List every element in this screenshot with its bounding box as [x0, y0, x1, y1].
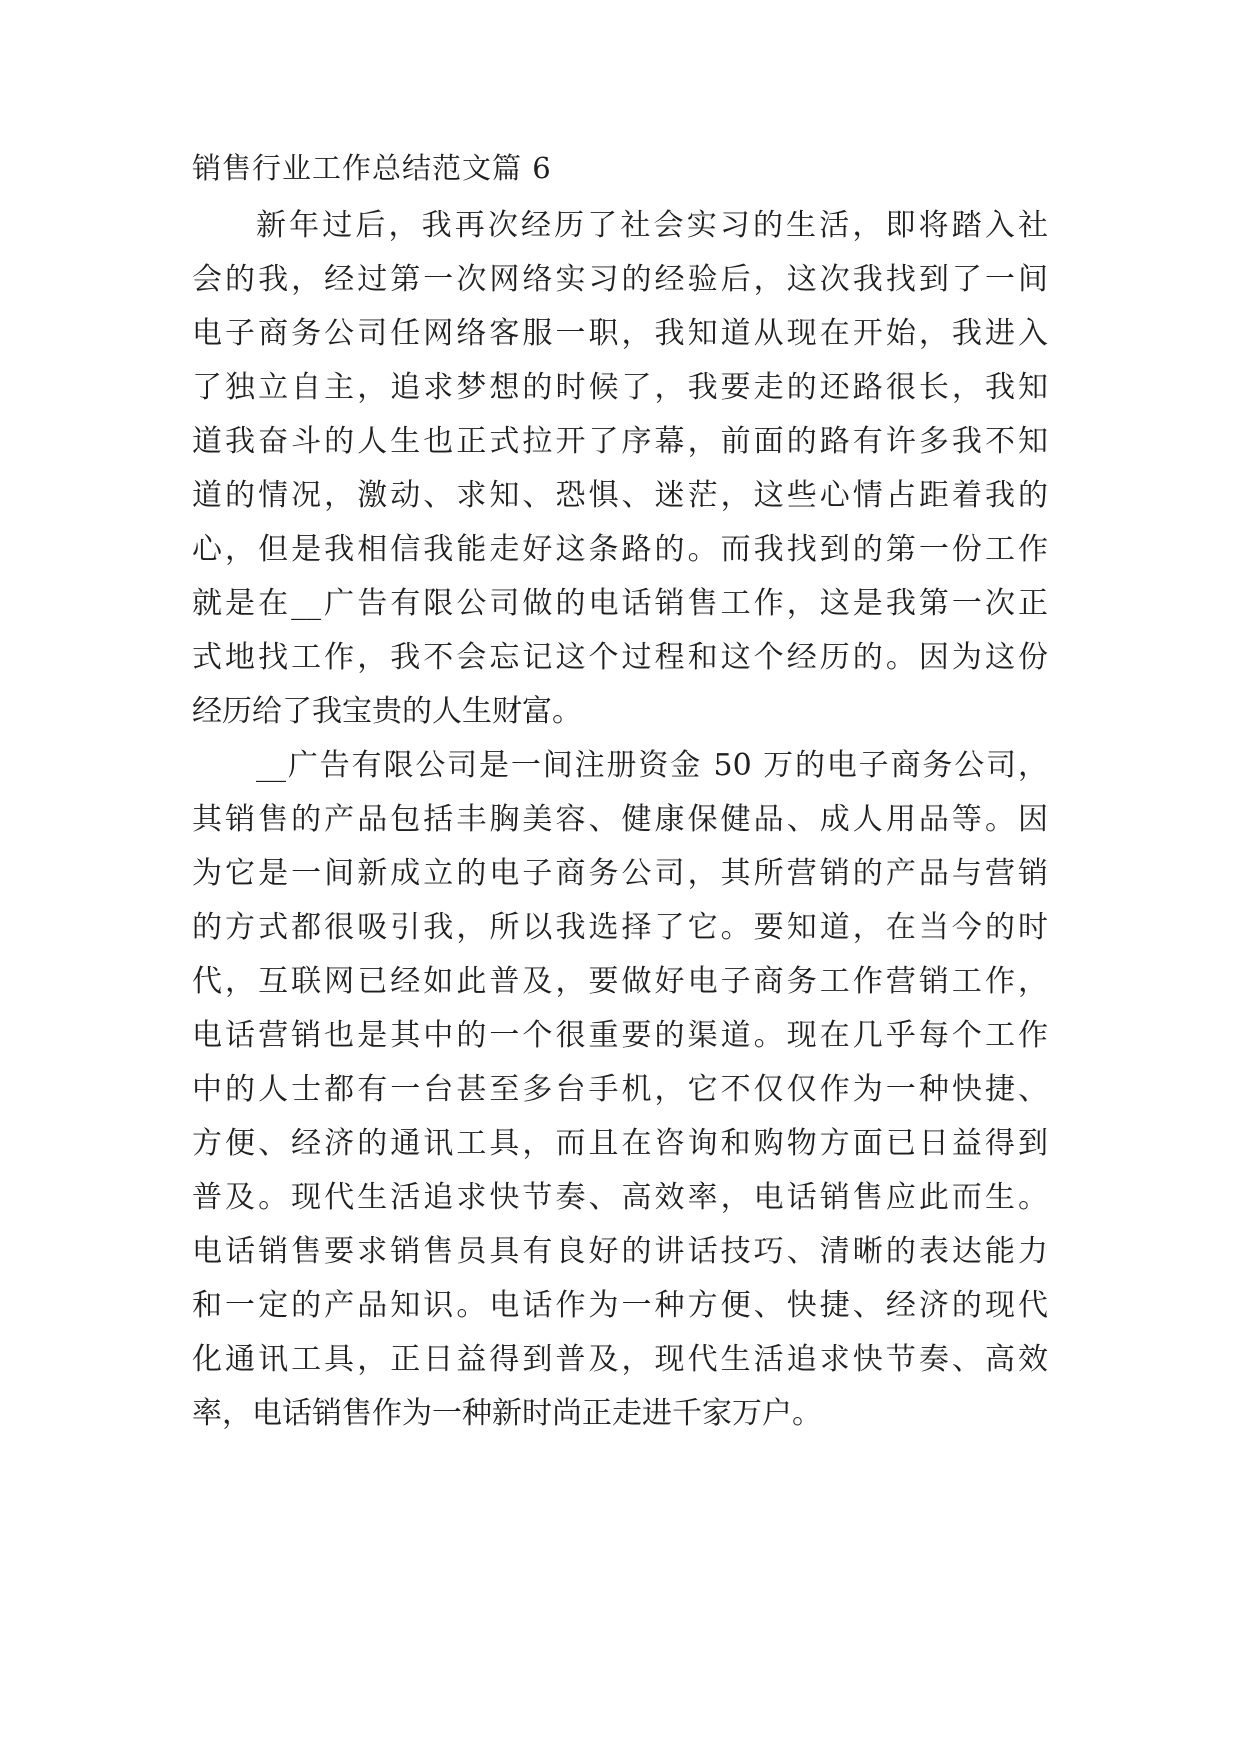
- paragraph-1-line-4: 了独立自主，追求梦想的时候了，我要走的还路很长，我知: [192, 370, 1048, 405]
- paragraph-1-line-5: 道我奋斗的人生也正式拉开了序幕，前面的路有许多我不知: [192, 424, 1048, 459]
- paragraph-2-line-4: 的方式都很吸引我，所以我选择了它。要知道，在当今的时: [192, 910, 1048, 945]
- paragraph-1-line-3: 电子商务公司任网络客服一职，我知道从现在开始，我进入: [192, 316, 1048, 351]
- paragraph-2-line-12: 化通讯工具，正日益得到普及，现代生活追求快节奏、高效: [192, 1342, 1048, 1377]
- paragraph-2-line-11: 和一定的产品知识。电话作为一种方便、快捷、经济的现代: [192, 1288, 1048, 1323]
- paragraph-2-line-3: 为它是一间新成立的电子商务公司，其所营销的产品与营销: [192, 856, 1048, 891]
- paragraph-1-line-8: 就是在__广告有限公司做的电话销售工作，这是我第一次正: [192, 586, 1048, 621]
- paragraph-2-line-1: __广告有限公司是一间注册资金 50 万的电子商务公司，: [256, 748, 1048, 783]
- paragraph-2-line-13: 率，电话销售作为一种新时尚正走进千家万户。: [192, 1396, 822, 1431]
- paragraph-1-line-2: 会的我，经过第一次网络实习的经验后，这次我找到了一间: [192, 262, 1048, 297]
- paragraph-2-line-5: 代，互联网已经如此普及，要做好电子商务工作营销工作，: [192, 964, 1048, 999]
- paragraph-2-line-7: 中的人士都有一台甚至多台手机，它不仅仅作为一种快捷、: [192, 1072, 1048, 1107]
- paragraph-1-line-7: 心，但是我相信我能走好这条路的。而我找到的第一份工作: [192, 532, 1048, 567]
- paragraph-1-line-9: 式地找工作，我不会忘记这个过程和这个经历的。因为这份: [192, 640, 1048, 675]
- paragraph-1-line-10: 经历给了我宝贵的人生财富。: [192, 694, 582, 729]
- paragraph-2-line-8: 方便、经济的通讯工具，而且在咨询和购物方面已日益得到: [192, 1126, 1048, 1161]
- paragraph-2-line-6: 电话营销也是其中的一个很重要的渠道。现在几乎每个工作: [192, 1018, 1048, 1053]
- paragraph-1-line-1: 新年过后，我再次经历了社会实习的生活，即将踏入社: [256, 208, 1048, 243]
- document-title: 销售行业工作总结范文篇 6: [192, 151, 552, 185]
- paragraph-1-line-6: 道的情况，激动、求知、恐惧、迷茫，这些心情占距着我的: [192, 478, 1048, 513]
- paragraph-2-line-9: 普及。现代生活追求快节奏、高效率，电话销售应此而生。: [192, 1180, 1048, 1215]
- paragraph-2-line-10: 电话销售要求销售员具有良好的讲话技巧、清晰的表达能力: [192, 1234, 1048, 1269]
- paragraph-2-line-2: 其销售的产品包括丰胸美容、健康保健品、成人用品等。因: [192, 802, 1048, 837]
